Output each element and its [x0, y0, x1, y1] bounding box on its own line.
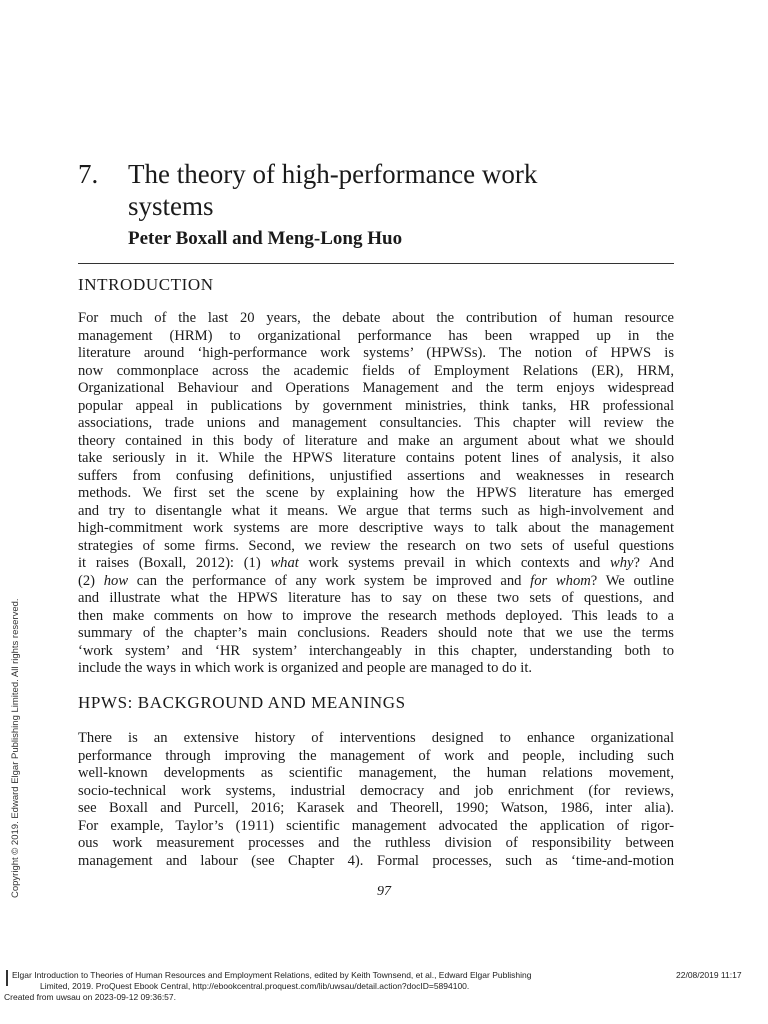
- text-line: Organizational Behaviour and Operations Management and the term enjoys widespread: [78, 380, 674, 396]
- footer-citation: Elgar Introduction to Theories of Human Resources and Employment Relations, edited by Keith Townsend, et al., Edward Elgar Publishing: [12, 970, 532, 980]
- text-line: now commonplace across the academic fields of Employment Relations (ER), HRM,: [78, 362, 674, 379]
- text-line: then make comments on how to improve the research methods deployed. This leads to a: [78, 607, 674, 624]
- text-line: take seriously in it. While the HPWS literature contains potent lines of analysis, it also: [78, 450, 674, 466]
- text-line: high-commitment work systems are more descriptive ways to talk about the management: [78, 520, 674, 536]
- chapter-title: [128, 158, 688, 222]
- text-line-mixed: [78, 573, 674, 591]
- text-line: management (HRM) to organizational performance has been wrapped up in the: [78, 327, 674, 344]
- side-copyright-notice: Copyright © 2019. Edward Elgar Publishing Limited. All rights reserved.: [10, 598, 21, 898]
- section-heading-hpws-background: HPWS: BACKGROUND AND MEANINGS: [78, 693, 406, 712]
- text-line: popular appeal in publications by government ministries, think tanks, HR professional: [78, 397, 674, 414]
- footer-timestamp: 22/08/2019 11:17: [676, 970, 742, 980]
- chapter-title-line: systems: [128, 191, 214, 221]
- hpws-background-paragraph: [78, 730, 674, 870]
- italic-run: what: [270, 555, 299, 571]
- text-line: There is an extensive history of interventions designed to enhance organizational: [78, 730, 674, 746]
- text-line: For much of the last 20 years, the debate about the contribution of human resource: [78, 310, 674, 326]
- text-run: can the performance of any work system be improved and: [128, 572, 531, 589]
- chapter-title-line: The theory of high-performance work: [128, 159, 538, 189]
- italic-run: for whom: [530, 572, 591, 589]
- text-line: and illustrate what the HPWS literature has to say on these two sets of questions, and: [78, 590, 674, 606]
- section-heading-introduction: INTRODUCTION: [78, 275, 214, 294]
- text-line: ous work measurement processes and the ruthless division of responsibility between: [78, 835, 674, 851]
- text-line: associations, trade unions and management consultancies. This chapter will review the: [78, 415, 674, 431]
- introduction-paragraph: [78, 310, 674, 678]
- chapter-number: 7.: [78, 159, 99, 189]
- text-line: include the ways in which work is organized and people are managed to do it.: [78, 660, 533, 676]
- chapter-authors: Peter Boxall and Meng-Long Huo: [128, 228, 403, 249]
- text-line: management and labour (see Chapter 4). Formal processes, such as ‘time-and-motion: [78, 852, 674, 869]
- text-line: performance through improving the management of work and people, including such: [78, 747, 674, 764]
- italic-run: why: [609, 555, 634, 571]
- text-line: methods. We first set the scene by explaining how the HPWS literature has emerged: [78, 485, 674, 501]
- text-line: For example, Taylor’s (1911) scientific management advocated the application of rigor-: [78, 817, 674, 834]
- footer-source-link[interactable]: Limited, 2019. ProQuest Ebook Central, http://ebookcentral.proquest.com/lib/uwsau/detail.action?docID=5894100.: [40, 981, 470, 991]
- text-line-mixed: [78, 555, 674, 573]
- text-line: ‘work system’ and ‘HR system’ interchangeably in this chapter, understanding both to: [78, 642, 674, 659]
- heading-divider: [78, 263, 674, 264]
- text-line: strategies of some firms. Second, we review the research on two sets of useful questions: [78, 537, 674, 554]
- text-line: see Boxall and Purcell, 2016; Karasek and Theorell, 1990; Watson, 1986, inter alia).: [78, 800, 674, 816]
- italic-run: how: [103, 572, 129, 589]
- text-line: literature around ‘high-performance work systems’ (HPWSs). The notion of HPWS is: [78, 345, 674, 361]
- text-line: and try to disentangle what it means. We argue that terms such as high-involvement and: [78, 502, 674, 519]
- text-line: well-known developments as scientific management, the human relations movement,: [78, 765, 674, 781]
- text-run: it raises (Boxall, 2012): (1): [78, 555, 271, 571]
- text-line: socio-technical work systems, industrial democracy and job enrichment (for reviews,: [78, 782, 674, 799]
- text-line: summary of the chapter’s main conclusions. Readers should note that we use the terms: [78, 625, 674, 641]
- page-number: 97: [377, 884, 391, 899]
- text-run: (2): [78, 572, 104, 589]
- text-line: theory contained in this body of literature and make an argument about what we should: [78, 432, 674, 449]
- text-run: ? And: [633, 555, 674, 571]
- footer-marker: [6, 970, 8, 986]
- text-run: work systems prevail in which contexts and: [298, 555, 610, 571]
- text-line: suffers from confusing definitions, unjustified assertions and weaknesses in research: [78, 467, 674, 484]
- footer-created-note: Created from uwsau on 2023-09-12 09:36:57.: [4, 992, 177, 1002]
- text-run: ? We outline: [590, 572, 675, 589]
